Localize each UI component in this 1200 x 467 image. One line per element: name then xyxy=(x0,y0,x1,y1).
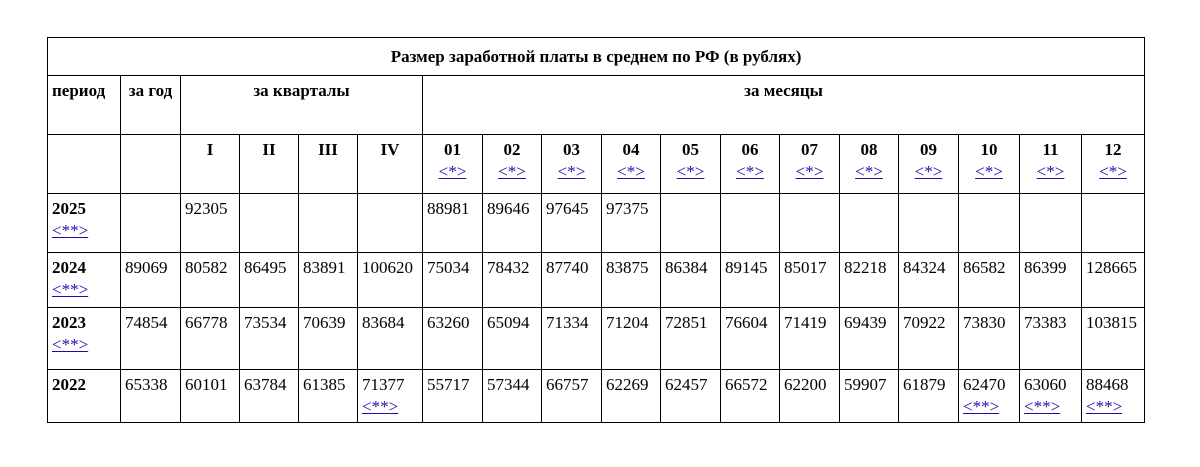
salary-table xyxy=(47,37,1145,423)
month-value: 65094 xyxy=(483,308,542,370)
quarter-label: IV xyxy=(358,135,423,194)
month-value: 88468 xyxy=(1086,375,1129,394)
month-value: 55717 xyxy=(423,370,483,423)
month-value: 88981 xyxy=(423,194,483,253)
year-cell xyxy=(48,253,121,308)
table-row xyxy=(48,308,1145,370)
month-value-cell xyxy=(959,370,1020,423)
year-note-link[interactable]: <**> xyxy=(52,221,89,240)
month-value: 103815 xyxy=(1082,308,1145,370)
quarter-value: 70639 xyxy=(299,308,358,370)
month-note-link[interactable]: <*> xyxy=(914,162,943,181)
quarter-label: I xyxy=(181,135,240,194)
month-note-link[interactable]: <*> xyxy=(855,162,883,181)
month-value: 86384 xyxy=(661,253,721,308)
month-value: 72851 xyxy=(661,308,721,370)
month-value: 66757 xyxy=(542,370,602,423)
month-header xyxy=(661,135,721,194)
month-note-link[interactable]: <*> xyxy=(438,162,467,181)
annual-value: 65338 xyxy=(121,370,181,423)
month-value: 62200 xyxy=(780,370,840,423)
month-header xyxy=(602,135,661,194)
year-cell xyxy=(48,194,121,253)
header-months: за месяцы xyxy=(423,76,1145,135)
month-note-link[interactable]: <*> xyxy=(498,162,526,181)
month-value: 71334 xyxy=(542,308,602,370)
month-label: 05 xyxy=(682,140,699,159)
month-note-link[interactable]: <**> xyxy=(1086,397,1123,416)
month-note-link[interactable]: <*> xyxy=(975,162,1003,181)
year-label: 2025 xyxy=(52,199,86,218)
subheader-row xyxy=(48,135,1145,194)
month-value: 59907 xyxy=(840,370,899,423)
month-label: 09 xyxy=(920,140,937,159)
header-quarters: за кварталы xyxy=(181,76,423,135)
month-label: 01 xyxy=(444,140,461,159)
month-value xyxy=(899,194,959,253)
month-value: 62269 xyxy=(602,370,661,423)
quarter-value: 60101 xyxy=(181,370,240,423)
year-cell xyxy=(48,370,121,423)
month-header xyxy=(1020,135,1082,194)
quarter-value: 61385 xyxy=(299,370,358,423)
year-note-link[interactable]: <**> xyxy=(52,335,89,354)
month-value-cell xyxy=(1020,370,1082,423)
month-header xyxy=(899,135,959,194)
month-value xyxy=(1082,194,1145,253)
quarter-value: 100620 xyxy=(358,253,423,308)
month-value: 63260 xyxy=(423,308,483,370)
month-value: 63060 xyxy=(1024,375,1067,394)
month-label: 03 xyxy=(563,140,580,159)
table-row xyxy=(48,253,1145,308)
month-note-link[interactable]: <*> xyxy=(1099,162,1127,181)
month-header xyxy=(423,135,483,194)
month-value: 75034 xyxy=(423,253,483,308)
month-value: 76604 xyxy=(721,308,780,370)
year-label: 2024 xyxy=(52,258,86,277)
month-value: 61879 xyxy=(899,370,959,423)
month-label: 06 xyxy=(741,140,759,159)
quarter-value: 73534 xyxy=(240,308,299,370)
quarter-value: 63784 xyxy=(240,370,299,423)
month-note-link[interactable]: <*> xyxy=(795,162,824,181)
month-header xyxy=(780,135,840,194)
month-value: 71204 xyxy=(602,308,661,370)
month-value xyxy=(959,194,1020,253)
quarter-note-link[interactable]: <**> xyxy=(362,397,399,416)
quarter-value xyxy=(240,194,299,253)
month-header xyxy=(840,135,899,194)
empty-cell xyxy=(48,135,121,194)
quarter-value-cell xyxy=(358,370,423,423)
month-value: 85017 xyxy=(780,253,840,308)
month-note-link[interactable]: <*> xyxy=(676,162,705,181)
year-label: 2023 xyxy=(52,313,86,332)
month-value: 89145 xyxy=(721,253,780,308)
month-value xyxy=(840,194,899,253)
month-value: 87740 xyxy=(542,253,602,308)
year-note-link[interactable]: <**> xyxy=(52,280,89,299)
month-value xyxy=(780,194,840,253)
month-value: 69439 xyxy=(840,308,899,370)
month-label: 07 xyxy=(801,140,818,159)
annual-value: 74854 xyxy=(121,308,181,370)
month-value: 73830 xyxy=(959,308,1020,370)
month-value: 84324 xyxy=(899,253,959,308)
month-header xyxy=(959,135,1020,194)
month-label: 02 xyxy=(503,140,521,159)
month-value: 128665 xyxy=(1082,253,1145,308)
header-period: период xyxy=(48,76,121,135)
month-value: 70922 xyxy=(899,308,959,370)
month-note-link[interactable]: <**> xyxy=(1024,397,1061,416)
quarter-value: 83891 xyxy=(299,253,358,308)
month-header xyxy=(542,135,602,194)
month-note-link[interactable]: <*> xyxy=(736,162,764,181)
table-title: Размер заработной платы в среднем по РФ (в рублях) xyxy=(48,38,1145,76)
table-row xyxy=(48,370,1145,423)
year-cell xyxy=(48,308,121,370)
month-value xyxy=(661,194,721,253)
month-value: 71419 xyxy=(780,308,840,370)
month-value: 83875 xyxy=(602,253,661,308)
quarter-value: 71377 xyxy=(362,375,405,394)
month-value: 86399 xyxy=(1020,253,1082,308)
month-label: 12 xyxy=(1104,140,1122,159)
month-value: 62470 xyxy=(963,375,1006,394)
month-value-cell xyxy=(1082,370,1145,423)
month-value: 86582 xyxy=(959,253,1020,308)
month-value: 97375 xyxy=(602,194,661,253)
quarter-value xyxy=(299,194,358,253)
month-value: 73383 xyxy=(1020,308,1082,370)
quarter-label: II xyxy=(240,135,299,194)
month-label: 04 xyxy=(622,140,640,159)
header-year: за год xyxy=(121,76,181,135)
quarter-value: 86495 xyxy=(240,253,299,308)
month-header xyxy=(721,135,780,194)
month-value: 78432 xyxy=(483,253,542,308)
quarter-label: III xyxy=(299,135,358,194)
year-label: 2022 xyxy=(52,375,86,394)
month-label: 10 xyxy=(980,140,998,159)
month-note-link[interactable]: <*> xyxy=(617,162,645,181)
quarter-value xyxy=(358,194,423,253)
month-note-link[interactable]: <**> xyxy=(963,397,1000,416)
month-value xyxy=(721,194,780,253)
month-value xyxy=(1020,194,1082,253)
month-label: 08 xyxy=(860,140,878,159)
month-note-link[interactable]: <*> xyxy=(1036,162,1065,181)
month-note-link[interactable]: <*> xyxy=(557,162,586,181)
empty-cell xyxy=(121,135,181,194)
quarter-value: 83684 xyxy=(358,308,423,370)
table-row xyxy=(48,194,1145,253)
month-value: 66572 xyxy=(721,370,780,423)
month-value: 89646 xyxy=(483,194,542,253)
quarter-value: 92305 xyxy=(181,194,240,253)
month-value: 62457 xyxy=(661,370,721,423)
month-label: 11 xyxy=(1042,140,1059,159)
quarter-value: 66778 xyxy=(181,308,240,370)
month-value: 57344 xyxy=(483,370,542,423)
month-header xyxy=(1082,135,1145,194)
month-header xyxy=(483,135,542,194)
annual-value: 89069 xyxy=(121,253,181,308)
quarter-value: 80582 xyxy=(181,253,240,308)
annual-value xyxy=(121,194,181,253)
month-value: 97645 xyxy=(542,194,602,253)
month-value: 82218 xyxy=(840,253,899,308)
